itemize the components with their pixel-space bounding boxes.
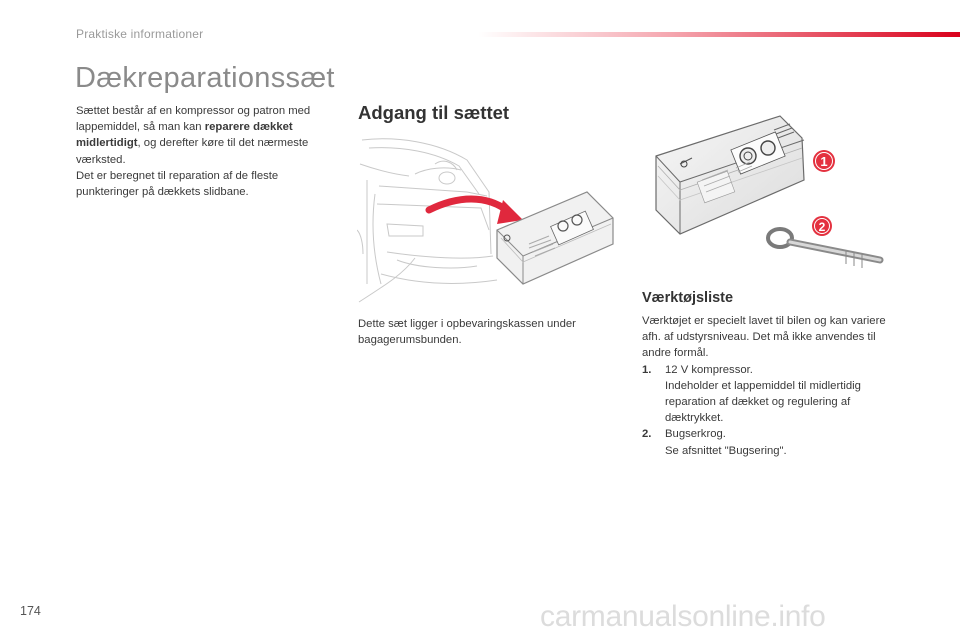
intro-paragraph: [76, 103, 338, 200]
callout-2: [812, 216, 832, 236]
list-item-title: Bugserkrog.: [665, 428, 726, 441]
list-item-title: 12 V kompressor.: [665, 363, 753, 376]
callout-1-label: 1: [820, 154, 828, 169]
list-item: [642, 362, 902, 427]
intro-text-part2: , og derefter køre til det nærmeste værksted.: [76, 137, 309, 166]
callout-2-label: 2: [818, 220, 826, 234]
header-accent-bar: [478, 32, 960, 37]
tool-kit-illustration: [640, 106, 902, 280]
page-title: Dækreparationssæt: [75, 62, 335, 94]
intro-bold-text: reparere dækket midlertidigt: [76, 121, 293, 150]
list-item-description: Se afsnittet "Bugsering".: [665, 444, 787, 457]
intro-text-line2: Det er beregnet til reparation af de fleste punkteringer på dækkets slidbane.: [76, 169, 279, 199]
intro-text-part1: Sættet består af en kompressor og patron med lappemiddel, så man kan: [76, 105, 311, 134]
watermark: carmanualsonline.info: [540, 600, 826, 633]
list-item-number: 1.: [642, 363, 652, 376]
section-label: Praktiske informationer: [76, 27, 204, 41]
car-trunk-illustration: [357, 134, 617, 306]
tools-heading: Værktøjsliste: [642, 290, 734, 306]
access-heading: Adgang til sættet: [358, 102, 510, 123]
callout-1: [813, 150, 835, 172]
page-number: 174: [20, 604, 41, 618]
compressor-box: [656, 116, 804, 234]
tools-intro: Værktøjet er specielt lavet til bilen og kan variere afh. af udstyrsniveau. Det må ikke anvendes til andre formål.: [642, 315, 886, 360]
tools-section: [642, 313, 902, 459]
list-item-number: 2.: [642, 428, 652, 441]
access-caption: Dette sæt ligger i opbevaringskassen under bagagerumsbunden.: [358, 318, 576, 347]
list-item: [642, 426, 902, 458]
list-item-description: Indeholder et lappemiddel til midlertidig reparation af dækket og regulering af dæktrykket.: [665, 379, 861, 425]
